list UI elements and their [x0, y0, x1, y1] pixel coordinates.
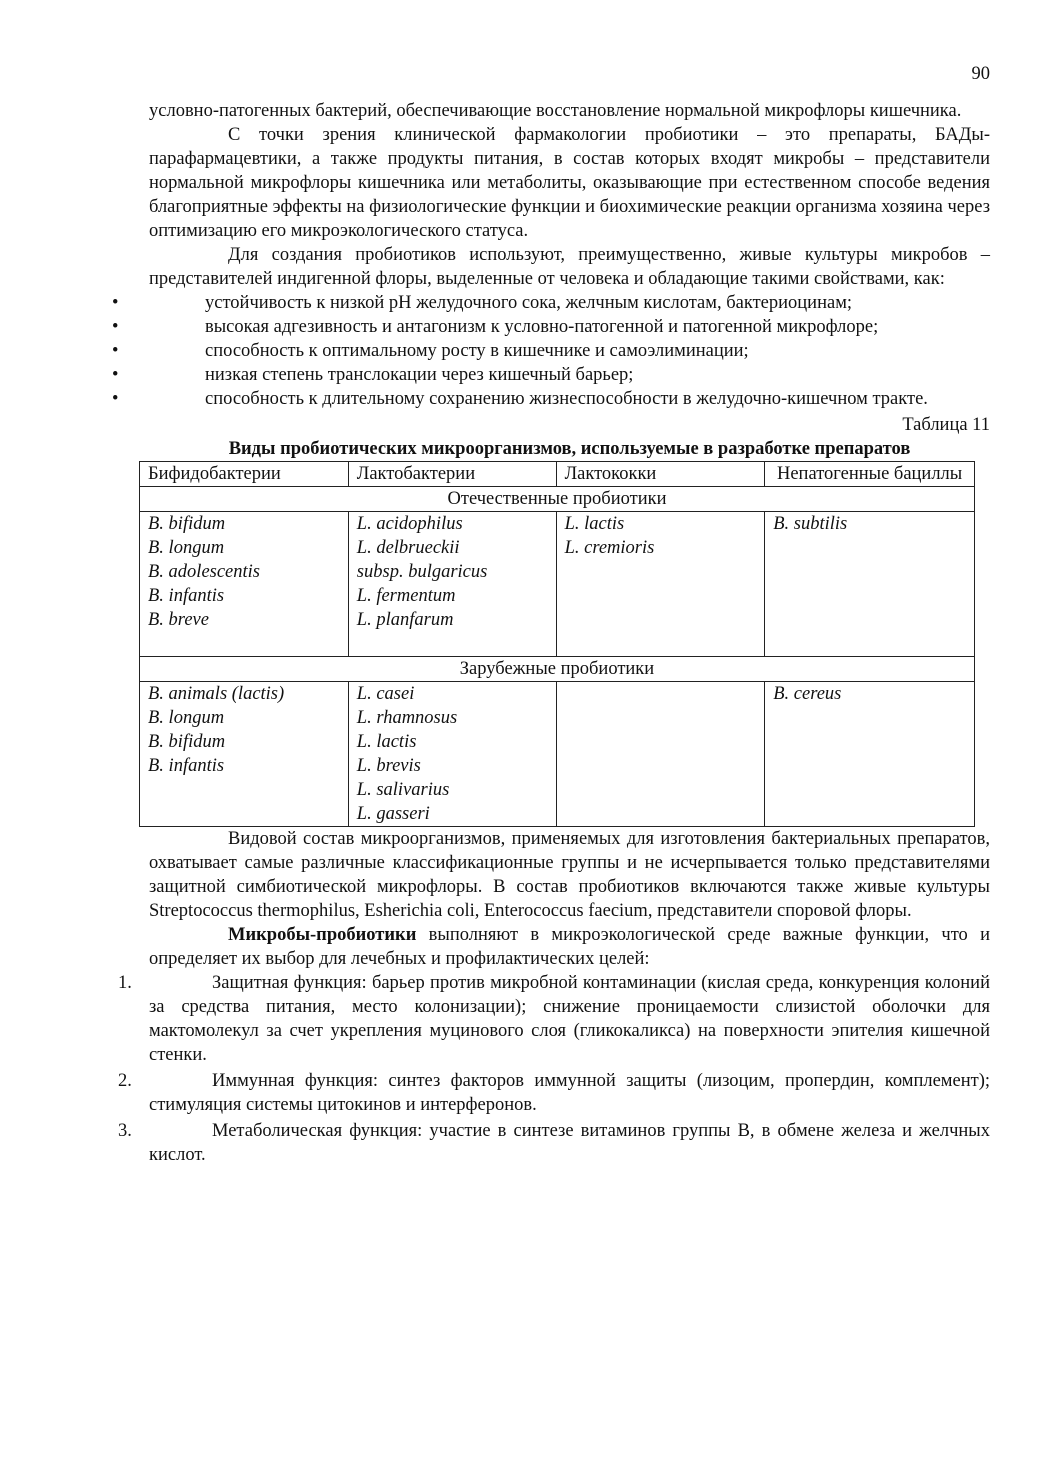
list-item: • устойчивость к низкой pH желудочного сока, желчным кислотам, бактериоцинам;: [112, 293, 853, 313]
species-name: B. infantis: [148, 586, 225, 606]
list-item: • способность к оптимальному росту в кишечнике и самоэлиминации;: [112, 341, 749, 361]
list-item: 3. Метаболическая функция: участие в синтезе витаминов группы В, в обмене железа и желчных кислот.: [118, 1121, 990, 1165]
species-name: B. cereus: [773, 684, 842, 704]
species-name: B. adolescentis: [148, 562, 261, 582]
table-section-row: [140, 657, 975, 682]
list-item: 1. Защитная функция: барьер против микробной контаминации (кислая среда, конкуренция колоний за средства питания, место колонизации); снижение проницаемости слизистой оболочки для мактомолекул за счет укрепления муцинового слоя (гликокаликса) на поверхности эпителия кишечной стенки.: [118, 973, 990, 1065]
page-number: 90: [971, 64, 990, 84]
species-name: L. acidophilus: [356, 514, 463, 534]
species-name: B. longum: [148, 708, 225, 728]
table-row: [140, 512, 975, 657]
table-title: Виды пробиотических микроорганизмов, используемые в разработке препаратов: [228, 439, 911, 459]
species-name: L. fermentum: [356, 586, 456, 606]
composition-paragraph: Видовой состав микроорганизмов, применяемых для изготовления бактериальных препаратов, охватывает самые различные классификационные группы и не исчерпывается только представителями защитной симбиотической микрофлоры. В состав пробиотиков включаются также живые культуры Streptococcus thermophilus, Esherichia coli, Enterococcus faecium, представители споровой флоры.: [149, 829, 990, 921]
section-foreign: Зарубежные пробиотики: [140, 657, 975, 682]
header-lactococci: Лактококки: [556, 462, 765, 487]
section-domestic: Отечественные пробиотики: [140, 487, 975, 512]
properties-list: [112, 291, 990, 411]
probiotics-table: [139, 461, 975, 827]
list-item: • способность к длительному сохранению жизнеспособности в желудочно-кишечном тракте.: [112, 389, 928, 409]
list-number: 2.: [118, 1071, 132, 1091]
table-header-row: [140, 462, 975, 487]
bullet-icon: •: [112, 317, 119, 337]
list-item: • низкая степень транслокации через кишечный барьер;: [112, 365, 634, 385]
bullet-icon: •: [112, 365, 119, 385]
table-row: [140, 682, 975, 827]
species-name: B. bifidum: [148, 732, 226, 752]
species-name: B. infantis: [148, 756, 225, 776]
cell-foreign-bacilli: [765, 682, 975, 827]
cell-domestic-lacto: [348, 512, 556, 657]
cell-foreign-lactococci: [556, 682, 765, 827]
list-item: 2. Иммунная функция: синтез факторов иммунной защиты (лизоцим, пропердин, комплемент); стимуляция системы цитокинов и интерферонов.: [118, 1071, 990, 1115]
bullet-icon: •: [112, 341, 119, 361]
species-name: B. breve: [148, 610, 209, 630]
cultures-paragraph: Для создания пробиотиков используют, преимущественно, живые культуры микробов – представителей индигенной флоры, выделенные от человека и обладающие такими свойствами, как:: [149, 245, 990, 289]
intro-paragraph: условно-патогенных бактерий, обеспечивающие восстановление нормальной микрофлоры кишечника.: [149, 101, 962, 121]
species-name: B. bifidum: [148, 514, 226, 534]
cell-domestic-bifido: [140, 512, 349, 657]
species-name: L. casei: [356, 684, 415, 704]
species-name: L. rhamnosus: [356, 708, 458, 728]
bullet-icon: •: [112, 389, 119, 409]
header-bifidobacteria: Бифидобактерии: [140, 462, 349, 487]
cell-foreign-bifido: [140, 682, 349, 827]
species-name: L. salivarius: [356, 780, 450, 800]
functions-list: [118, 971, 990, 1167]
table-section-row: [140, 487, 975, 512]
page-content: [112, 99, 990, 1167]
functions-bold-term: Микробы-пробиотики: [228, 925, 417, 945]
species-name: L. planfarum: [356, 610, 454, 630]
definition-paragraph: С точки зрения клинической фармакологии пробиотики – это препараты, БАДы-парафармацевтики, а также продукты питания, в состав которых входят микробы – представители нормальной микрофлоры кишечника или метаболиты, оказывающие при естественном способе ведения благоприятные эффекты на физиологические функции и биохимические реакции организма хозяина через оптимизацию его микроэкологического статуса.: [149, 125, 990, 241]
functions-paragraph: [149, 923, 990, 971]
functions-rest: выполняют в микроэкологической среде важные функции, что и определяет их выбор для лечебных и профилактических целей:: [149, 925, 990, 969]
species-name: L. lactis: [356, 732, 417, 752]
species-name: L. delbrueckii: [356, 538, 460, 558]
list-number: 3.: [118, 1121, 132, 1141]
cell-domestic-bacilli: [765, 512, 975, 657]
species-name: B. longum: [148, 538, 225, 558]
species-name: L. gasseri: [356, 804, 430, 824]
cell-domestic-lactococci: [556, 512, 765, 657]
species-name: L. lactis: [564, 514, 625, 534]
header-lactobacteria: Лактобактерии: [348, 462, 556, 487]
list-item: • высокая адгезивность и антагонизм к условно-патогенной и патогенной микрофлоре;: [112, 317, 879, 337]
species-name: B. subtilis: [773, 514, 848, 534]
list-number: 1.: [118, 973, 132, 993]
bullet-icon: •: [112, 293, 119, 313]
species-name: L. brevis: [356, 756, 421, 776]
species-name: B. animals (lactis): [148, 684, 285, 704]
species-name: L. cremioris: [564, 538, 655, 558]
species-name: subsp. bulgaricus: [356, 562, 488, 582]
table-number: Таблица 11: [902, 415, 990, 435]
cell-foreign-lacto: [348, 682, 556, 827]
header-bacilli: Непатогенные бациллы: [765, 462, 975, 487]
